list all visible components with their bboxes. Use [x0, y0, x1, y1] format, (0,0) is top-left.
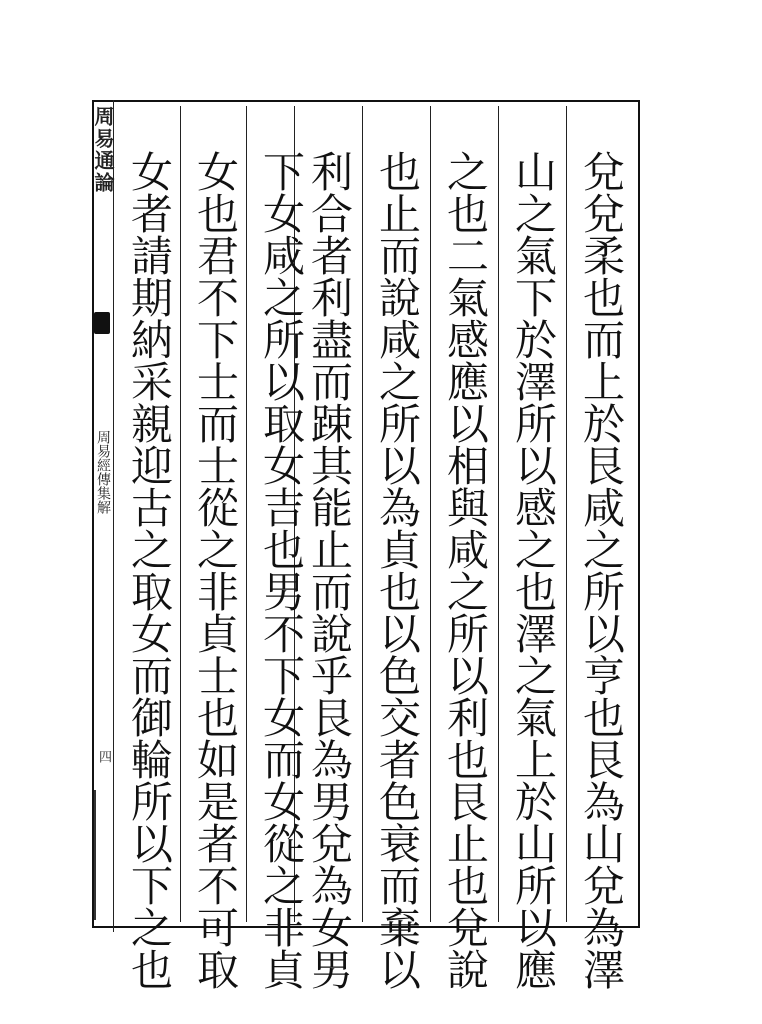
column-rule	[362, 106, 363, 922]
banxin-book-title: 周易經傳集解	[95, 430, 111, 514]
text-column-3	[432, 104, 498, 990]
banxin-rule	[94, 790, 96, 920]
column-text: 女也君不下士而士從之非貞士也如是者不可取	[191, 150, 240, 990]
column-text: 也止而說咸之所以為貞也以色交者色衰而棄以	[373, 150, 422, 990]
banxin-margin	[92, 100, 114, 932]
column-text: 女者請期納采親迎古之取女而御輪所以下之也	[125, 150, 174, 990]
text-column-4	[364, 104, 430, 990]
column-text: 利合者利盡而踈其能止而說乎艮為男兌為女男	[305, 150, 354, 990]
banxin-folio: 四	[96, 750, 111, 763]
column-text: 之也二氣感應以相與咸之所以利也艮止也兌說	[441, 150, 490, 990]
column-rule	[566, 106, 567, 922]
text-column-6	[248, 104, 314, 990]
text-column-1	[568, 104, 634, 990]
text-column-7	[182, 104, 248, 990]
column-text: 兌兌柔也而上於艮咸之所以亨也艮為山兌為澤	[577, 150, 626, 990]
column-text: 山之氣下於澤所以感之也澤之氣上於山所以應	[509, 150, 558, 990]
banxin-top-label: 周易通論	[91, 106, 115, 194]
column-rule	[498, 106, 499, 922]
text-column-8	[116, 104, 182, 990]
column-text: 下女咸之所以取女吉也男不下女而女從之非貞	[257, 150, 306, 990]
text-column-2	[500, 104, 566, 990]
column-rule	[430, 106, 431, 922]
fish-tail-mark	[94, 312, 110, 334]
page-frame	[91, 100, 644, 990]
